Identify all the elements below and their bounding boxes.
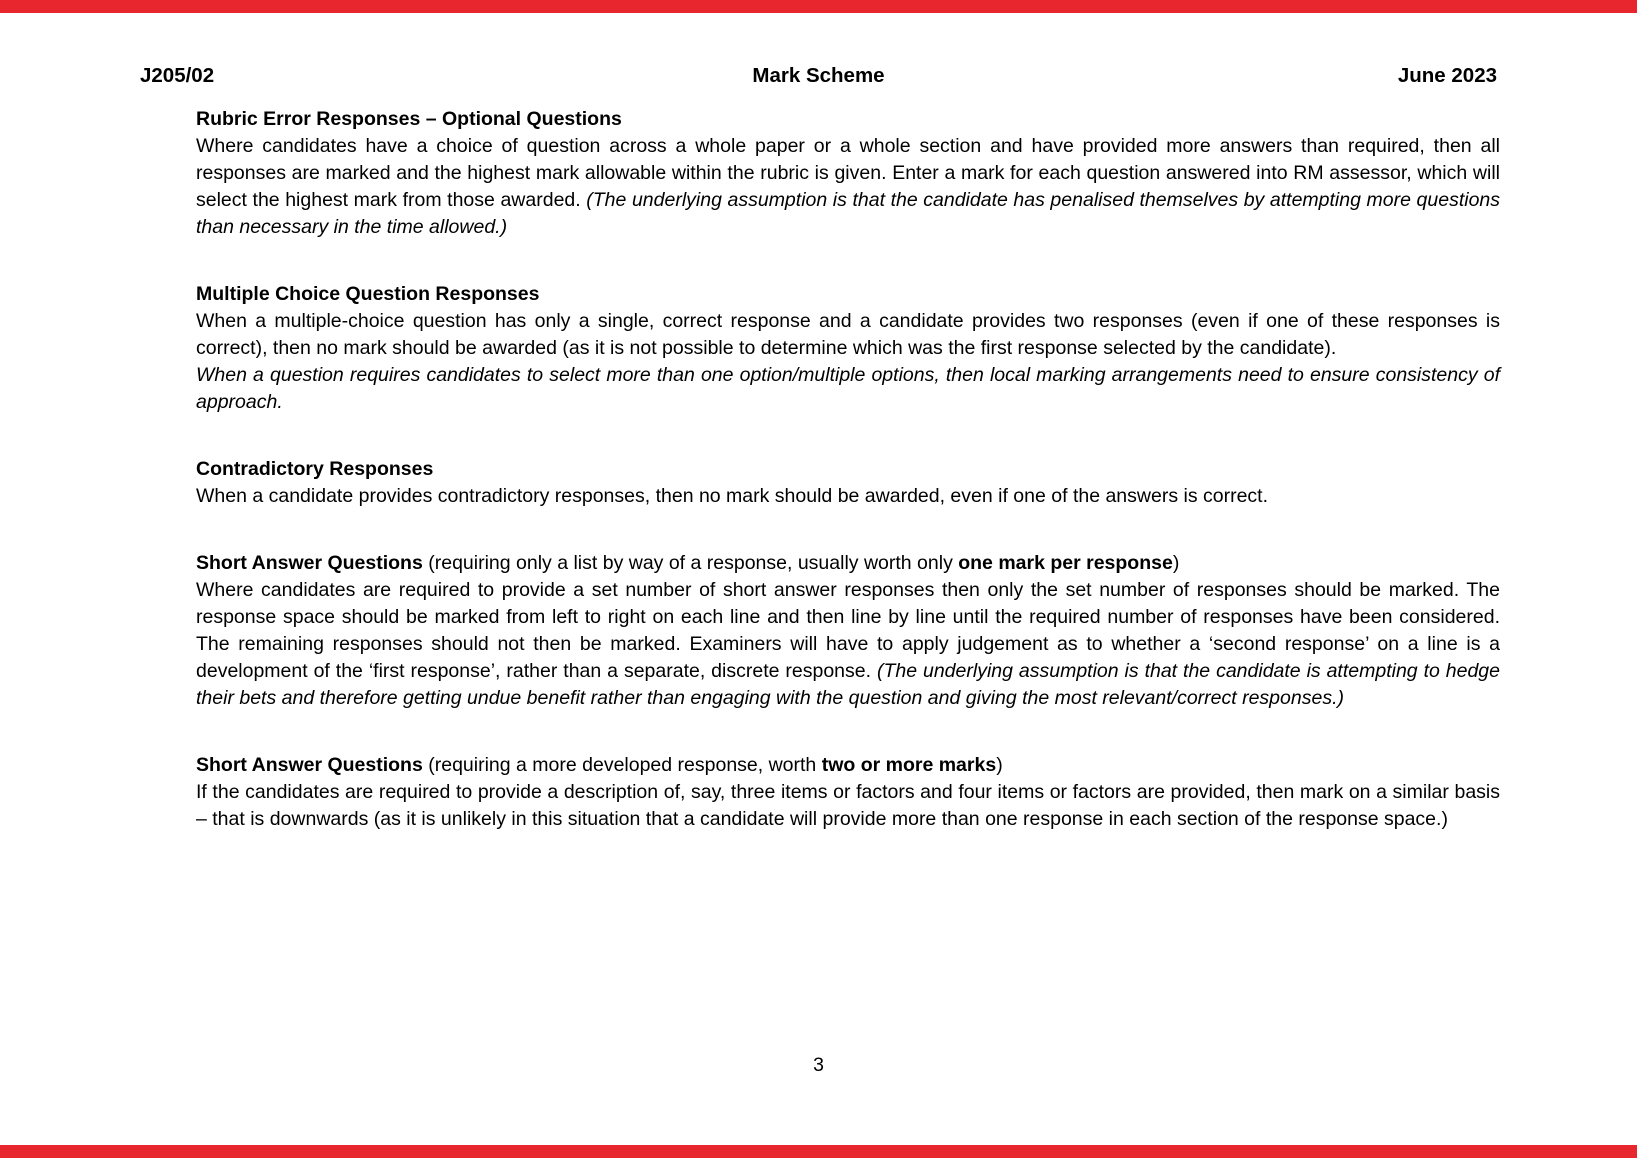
paper-code: J205/02 [140, 64, 215, 87]
section-heading [196, 752, 1500, 779]
page-header [140, 62, 1497, 90]
section-heading [196, 456, 1500, 483]
document-sections [196, 106, 1500, 833]
text-run: When a multiple-choice question has only a single, correct response and a candidate provides two responses (even if one of these responses is correct), then no mark should be awarded (as it is not possible to determine which was the first response selected by the candidate). [196, 310, 1500, 359]
text-run: Where candidates are required to provide a set number of short answer responses then only the set number of responses should be marked. The response space should be marked from left to right on each line and then line by line until the required number of responses have been considered. The remaining responses should not then be marked. Examiners will have to apply judgement as to whether a ‘second response’ on a line is a development of the ‘first response’, rather than a separate, discrete response. [196, 579, 1500, 682]
text-run: When a question requires candidates to select more than one option/multiple options, then local marking arrangements need to ensure consistency of approach. [196, 364, 1500, 413]
section-heading [196, 281, 1500, 308]
top-red-bar [0, 0, 1637, 13]
text-run: (The underlying assumption is that the candidate is attempting to hedge their bets and therefore getting undue benefit rather than engaging with the question and giving the most relevant/correct responses.) [196, 660, 1500, 709]
text-run: two or more marks [821, 754, 997, 776]
page-number: 3 [813, 1054, 824, 1076]
text-run: Where candidates have a choice of question across a whole paper or a whole section and have provided more answers than required, then all responses are marked and the highest mark allowable within the rubric is given. Enter a mark for each question answered into RM assessor, which will select the highest mark from those awarded. [196, 135, 1500, 211]
section-paragraph [196, 779, 1500, 833]
section-paragraph [196, 362, 1500, 416]
text-run: (The underlying assumption is that the candidate has penalised themselves by attempting more questions than necessary in the time allowed.) [196, 189, 1501, 238]
text-run: ) [996, 754, 1003, 776]
section-paragraph [196, 577, 1500, 712]
section-paragraph [196, 308, 1500, 362]
text-run: (requiring only a list by way of a response, usually worth only [422, 552, 959, 574]
text-run: Short Answer Questions [196, 754, 423, 776]
bottom-red-bar [0, 1145, 1637, 1158]
text-run: one mark per response [958, 552, 1173, 574]
document-section [196, 281, 1500, 416]
text-run: Multiple Choice Question Responses [196, 283, 540, 305]
text-run: ) [1172, 552, 1180, 574]
section-paragraph [196, 133, 1500, 241]
document-section [196, 550, 1500, 712]
text-run: (requiring a more developed response, worth [422, 754, 822, 776]
section-heading [196, 550, 1500, 577]
text-run: Short Answer Questions [196, 552, 423, 574]
document-section [196, 106, 1500, 241]
text-run: Rubric Error Responses – Optional Questions [196, 108, 622, 130]
document-title: Mark Scheme [752, 64, 885, 87]
section-heading [196, 106, 1500, 133]
text-run: If the candidates are required to provide a description of, say, three items or factors and four items or factors are provided, then mark on a similar basis – that is downwards (as it is unlikely in this situation that a candidate will provide more than one response in each section of the response space.) [196, 781, 1500, 830]
section-paragraph [196, 483, 1500, 510]
document-section [196, 456, 1500, 510]
exam-session: June 2023 [1397, 64, 1497, 87]
text-run: When a candidate provides contradictory responses, then no mark should be awarded, even if one of the answers is correct. [196, 485, 1269, 507]
document-section [196, 752, 1500, 833]
text-run: Contradictory Responses [196, 458, 434, 480]
